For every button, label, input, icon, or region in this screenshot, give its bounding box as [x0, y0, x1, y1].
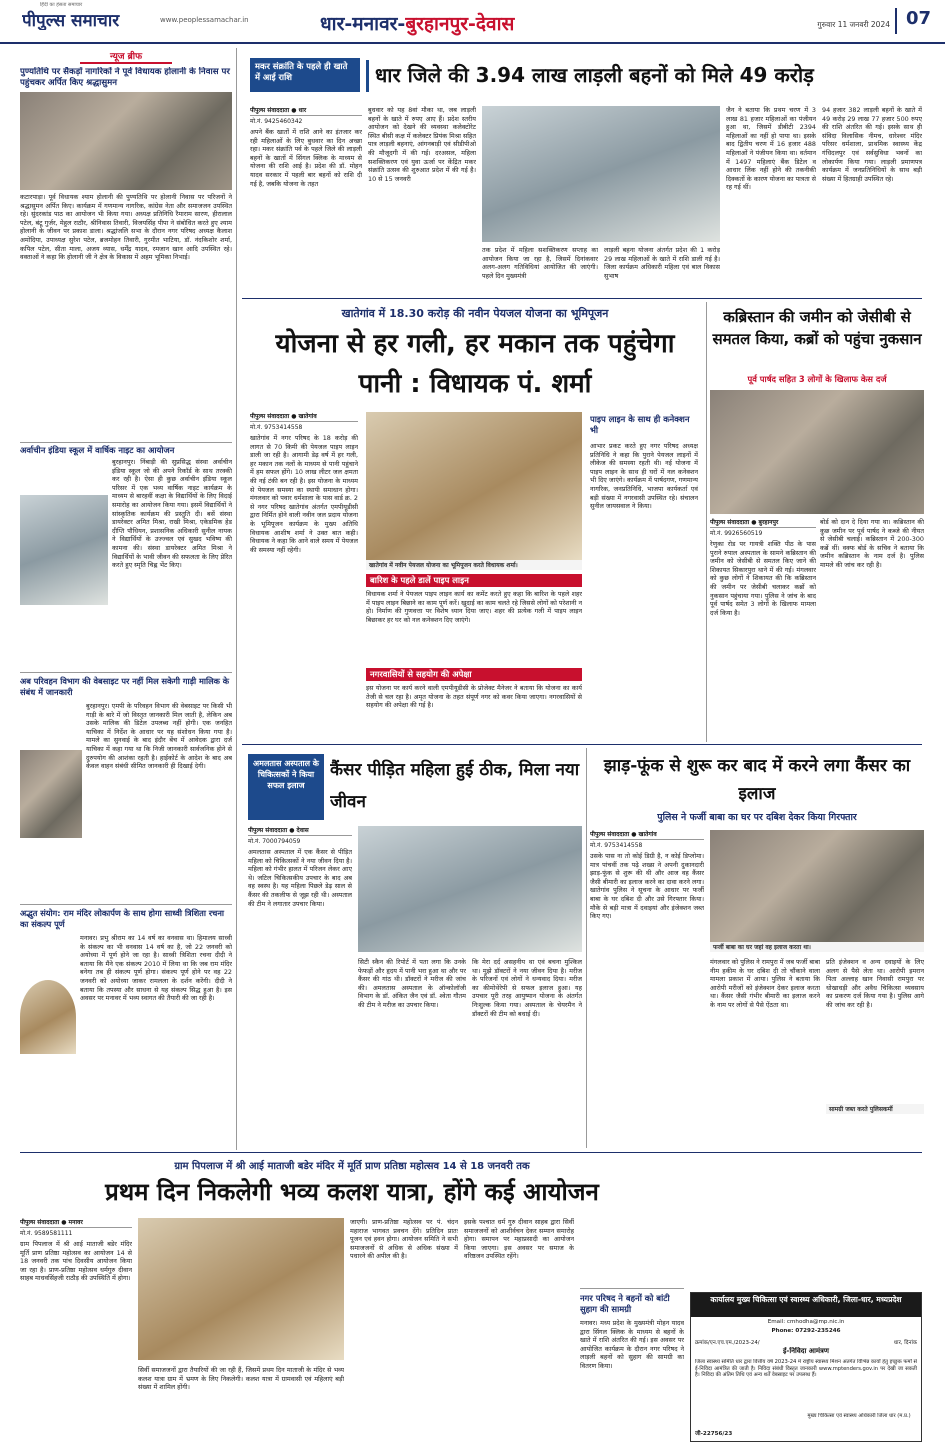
news-brief: [20, 50, 232, 1150]
temple-col-3: जाएगी। प्राण-प्रतिष्ठा महोत्सव पर पं. चंदन महाराज भागवत प्रवचन देंगे। प्रतिदिन प्रातः पूजन एवं हवन होगा। आयोजन समिति ने सभी समाजजनों से अधिक से अधिक संख्या में पधारने की अपील की है।: [350, 1218, 458, 1261]
masthead: [0, 0, 945, 44]
graveyard-story: [710, 302, 924, 742]
story-headline: धार जिले की 3.94 लाख लाड़ली बहनों को मिले 49 करोड़: [366, 60, 922, 92]
logo: पीपुल्स समाचार: [22, 11, 120, 30]
divider: [20, 904, 232, 905]
edition-a: धार-मनावर-: [320, 13, 406, 35]
tender-code: जी-22756/23: [695, 1431, 733, 1437]
divider: [706, 302, 707, 742]
brief-body-1: कटारपाड़ा। पूर्व विधायक श्याम होलानी की पुण्यतिथि पर होलानी निवास पर परिजनों ने श्रद्धासुमन अर्पित किए। कार्यक्रम में गणमान्य नागरिक, कांग्रेस नेता और समाजजन उपस्थित रहे। सुंदरकांड पाठ का आयोजन भी किया गया। अध्यक्ष प्रतिनिधि रैमाराम सारण, हीरालाल पटेल, बंटू गुर्जर, मेहुल राठौर, श्रीनिवास तिवारी, विजयसिंह पीपा ने संबोधित करते हुए श्याम होलानी के जीवन पर प्रकाश डाला। श्रद्धांजलि सभा के दौरान नगर परिषद अध्यक्ष कैलाश अमोदिया, उपाध्यक्ष सुरेश पटेल, ब्रजमोहन तिवारी, गुरमीत भाटिया, डॉ. नंदकिशोर शर्मा, कपिल पटेल, सीता माला, अजय व्यास, धर्मेंद्र यादव, रमजान खान आदि उपस्थित रहे। वक्ताओं ने कहा कि होलानी जी ने क्षेत्र के विकास में अहम भूमिका निभाई।: [20, 193, 232, 262]
water-side-body: आभार प्रकट करते हुए नगर परिषद अध्यक्ष प्रतिनिधि ने कहा कि पुराने पेयजल लाइनों में लीकेज की समस्या रहती थी। नई योजना में पाइप लाइन के साथ ही घरों में नल कनेक्शन भी दिए जाएंगे। कार्यक्रम में पार्षदगण, गणमान्य नागरिक, जनप्रतिनिधि, भाजपा कार्यकर्ता एवं बड़ी संख्या में नगरवासी उपस्थित रहे। संचालन सुनील जायसवाल ने किया।: [590, 442, 698, 511]
brief-photo-1: [20, 92, 232, 190]
cancer-kicker: अमलतास अस्पताल के चिकित्सकों ने किया सफल इलाज: [248, 754, 324, 820]
brief-headline-2: अर्वाचीन इंडिया स्कूल में वार्षिक नाइट का आयोजन: [20, 445, 175, 455]
mobile: मो.नं. 9753414558: [590, 842, 643, 849]
brief-headline-1: पुण्यतिथि पर सैकड़ों नागरिकों ने पूर्व विधायक होलानी के निवास पर पहुंचकर अर्पित किए श्रद्धासुमन: [20, 67, 230, 88]
tender-email[interactable]: Email: cmhodha@mp.nic.in: [767, 1319, 845, 1325]
divider: [20, 672, 232, 673]
byline: पीपुल्स संवाददाता ● धार: [250, 106, 362, 116]
fake-baba-caption-1: फर्जी बाबा का घर जहां वह इलाज करता था।: [710, 942, 924, 952]
tender-head: ई-निविदा आमंत्रण: [783, 1347, 829, 1355]
brief-headline-4: अद्भुत संयोग: राम मंदिर लोकार्पण के साथ होगा साध्वी त्रिशिता रचना का संकल्प पूर्ण: [20, 908, 225, 929]
divider: [242, 298, 922, 299]
brief-body-4: मनावर। प्रभु श्रीराम का 14 वर्ष का वनवास था। हिमालय साध्वी के संकल्प का भी वनवास 14 वर्ष का है, जो 22 जनवरी को अयोध्या में पूर्ण होने जा रहा है। साध्वी त्रिशिता रचना दीदी ने बताया कि मैंने एक संकल्प 2010 में लिया था कि जब राम मंदिर बनेगा तब ही संकल्प पूर्ण होगा। संकल्प पूर्ण होने पर वह 22 जनवरी को अयोध्या जाकर रामलला के दर्शन करेंगी। दीदी ने बताया कि तपस्या और साधना से यह संकल्प सिद्ध हुआ है। इस अवसर पर मनावर में भव्य स्वागत की तैयारी की जा रही है।: [80, 934, 232, 1003]
tender-notice: [690, 1292, 922, 1442]
news-brief-label: न्यूज ब्रीफ: [80, 50, 172, 64]
ladli-story: [242, 50, 922, 300]
temple-col-1: ग्राम पिपलाज में श्री आई माताजी बडेर मंदिर मूर्ति प्राण प्रतिष्ठा महोत्सव का आयोजन 14 से 18 जनवरी तक पांच दिवसीय आयोजन किया जा रहा है। प्राण-प्रतिष्ठा महोत्सव धर्मगुरु दीवान साहब माधवसिंहजी राठौड़ की उपस्थिति में होगा।: [20, 1240, 132, 1283]
story-col-3: लाड़ली बहना योजना अंतर्गत प्रदेश की 1 करोड़ 29 लाख महिलाओं के खाते में राशि डाली गई है। जिला कार्यक्रम अधिकारी महिला एवं बाल विकास सुभाष: [604, 246, 720, 280]
gifts-headline: नगर परिषद ने बहनों को बांटी सुहाग की सामग्री: [580, 1293, 670, 1314]
brief-body-3: बुरहानपुर। एमपी के परिवहन विभाग की वेबसाइट पर किसी भी गाड़ी के बारे में जो विस्तृत जानकारी मिल जाती है, लेकिन अब उसके मालिक की डिटेल उपलब्ध नहीं होगी। एक जनहित याचिका में निर्देश के आधार पर यह संशोधन किया गया है। मामले का सुनवाई के बाद इंदौर बेंच में आवेदक द्वारा दर्ज याचिका में कहा गया था कि निजी जानकारी सार्वजनिक होने से दुरुपयोग की आशंका रहती है। हाईकोर्ट के आदेश के बाद अब केवल वाहन संबंधी सीमित जानकारी ही दिखाई देगी।: [86, 702, 232, 771]
fake-baba-story: [590, 748, 924, 1148]
mobile: मो.नं. 9926560519: [710, 530, 763, 537]
brief-headline-3: अब परिवहन विभाग की वेबसाइट पर नहीं मिल सकेगी गाड़ी मालिक के संबंध में जानकारी: [20, 676, 230, 697]
brief-photo-3: [20, 750, 82, 838]
divider: [20, 442, 232, 443]
tagline: हिंदी का हंसता समाचार: [40, 2, 83, 8]
story-col-4: जैन ने बताया कि प्रथम चरण में 3 लाख 81 हजार महिलाओं का पंजीयन हुआ था, जिसमें डीबीटी 2394 महिलाओं का नहीं हो पाया था। इसके बाद द्वितीय चरण में 16 हजार 488 महिलाओं ने पंजीयन किया था। वर्तमान में 1497 महिलाएं बैंक डिटेल व आधार लिंक नहीं होने की तकनीकी दिक्कतों के कारण योजना का पात्रता से रह गई थीं।: [726, 106, 816, 192]
cancer-col-3: कि मेरा दर्द असहनीय था एवं बचना मुश्किल था। मुझे डॉक्टरों ने नया जीवन दिया है। मरीज के परिजनों एवं लोगों ने धन्यवाद दिया। मरीज का कीमोथेरेपी से सफल इलाज हुआ। यह उपचार पूरी तरह आयुष्मान योजना के अंतर्गत निःशुल्क किया गया। अस्पताल के चेयरमैन ने डॉक्टरों की टीम को बधाई दी।: [472, 958, 582, 1018]
water-sub-1-body: विधायक शर्मा ने पेयजल पाइप लाइन कार्य का कमेंट करते हुए कहा कि बारिश के पहले शहर में पाइप लाइन बिछाने का काम पूर्ण करें। खुदाई का काम चलते रहे जिससे लोगों को परेशानी न हो। निर्माण की गुणवत्ता पर विशेष ध्यान दिया जाए। शहर की प्रत्येक गली में पाइप लाइन बिछाकर हर घर को नल कनेक्शन दिए जाएंगे।: [366, 590, 582, 624]
graveyard-headline: कब्रिस्तान की जमीन को जेसीबी से समतल किया, कब्रों को पहुंचा नुकसान: [712, 308, 922, 348]
temple-col-4: इसके पश्चात धर्म गुरु दीवान साहब द्वारा सिर्वी समाजजनों को आशीर्वचन देकर सम्मान समारोह होगा। समापन पर महाप्रसादी का आयोजन किया जाएगा। इस अवसर पर समाज के वरिष्ठजन उपस्थित रहेंगे।: [464, 1218, 574, 1261]
byline: पीपुल्स संवाददाता ● खातेगांव: [590, 830, 704, 840]
tender-body: जिला स्वास्थ्य समिति धार द्वारा वित्तीय वर्ष 2023-24 में राष्ट्रीय स्वास्थ्य मिशन अंतर्गत विभिन्न कार्यों हेतु इच्छुक फर्मों से ई-निविदा आमंत्रित की जाती है। निविदा संबंधी विस्तृत जानकारी www.mptenders.gov.in पर देखी जा सकती है। निविदा की अंतिम तिथि एवं अन्य शर्तें वेबसाइट पर उपलब्ध हैं।: [695, 1359, 917, 1379]
byline: पीपुल्स संवाददाता ● खातेगांव: [250, 412, 358, 422]
site-url[interactable]: www.peoplessamachar.in: [160, 16, 249, 24]
brief-photo-4: [20, 980, 76, 1054]
mobile: मो.नं. 9425460342: [250, 118, 303, 125]
water-kicker: खातेगांव में 18.30 करोड़ की नवीन पेयजल योजना का भूमिपूजन: [341, 307, 609, 320]
edition-title: [320, 10, 670, 36]
temple-story: [20, 1156, 684, 1442]
water-sub-1: बारिश के पहले डालें पाइप लाइन: [366, 574, 582, 587]
byline: पीपुल्स संवाददाता ● मनावर: [20, 1218, 132, 1228]
gifts-body: मनावर। मध्य प्रदेश के मुख्यमंत्री मोहन यादव द्वारा सिंगल क्लिक के माध्यम से बहनों के खाते में राशि अंतरित की गई। इस अवसर पर आयोजित कार्यक्रम के दौरान नगर परिषद ने लाड़ली बहनों को सुहाग की सामग्री का वितरण किया।: [580, 1319, 684, 1370]
fake-baba-body-3: प्रति इंजेक्शन व अन्य दवाइयों के लिए अलग से पैसे लेता था। आरोपी इमरान पिता अल्लाह खान निवासी रामपुरा पर धोखाधड़ी और अवैध चिकित्सा व्यवसाय का प्रकरण दर्ज किया गया है। पुलिस आगे की जांच कर रही है।: [826, 958, 924, 1009]
mobile: मो.नं. 9589581111: [20, 1230, 73, 1237]
temple-photo: [138, 1218, 344, 1360]
story-caption-text: तक प्रदेश में महिला सशक्तिकरण सप्ताह का आयोजन किया जा रहा है, जिसमें दिनांकवार अलग-अलग गतिविधियां आयोजित की जाएंगी। पहले दिन मुख्यमंत्री: [482, 246, 598, 280]
gifts-box: [580, 1288, 684, 1438]
water-caption: खातेगांव में नवीन पेयजल योजना का भूमिपूजन करते विधायक शर्मा।: [366, 560, 582, 570]
fake-baba-sub: पुलिस ने फर्जी बाबा का घर पर दबिश देकर किया गिरफ्तार: [657, 812, 857, 823]
cancer-col-1: अमलतास अस्पताल में एक कैंसर से पीड़ित महिला को चिकित्सकों ने नया जीवन दिया है। महिला को गंभीर हालत में परिजन लेकर आए थे। जटिल चिकित्सकीय उपचार के बाद अब वह स्वस्थ है। यह महिला पिछले डेढ़ साल से कैंसर की तकलीफ से जूझ रही थी। अस्पताल की टीम ने लगातार उपचार किया।: [248, 848, 352, 908]
story-col-1: अपने बैंक खातों में राशि आने का इंतजार कर रही महिलाओं के लिए बुधवार का दिन अच्छा रहा। मकर संक्रांति पर्व के पहले जिले की लाड़ली बहनों के खातों में सिंगल क्लिक के माध्यम से योजना की राशि आई है। प्रदेश की डॉ. मोहन यादव सरकार में पहली बार बहनों को राशि दी गई है, जबकि योजना के तहत: [250, 128, 362, 188]
fake-baba-photo-1: [710, 830, 924, 942]
fake-baba-body-1: उसके पास ना तो कोई डिग्री है, न कोई डिप्लोमा। मात्र पांचवीं तक पढ़े शख्स ने अपनी दुकानदारी झाड़-फूंक से शुरू की थी और आज वह कैंसर जैसी बीमारी का इलाज करने का दावा करने लगा। खातेगांव पुलिस ने सूचना के आधार पर फर्जी बाबा के घर दबिश दी और उसे गिरफ्तार किया। मौके से बड़ी मात्रा में दवाइयां और इंजेक्शन जब्त किए गए।: [590, 852, 704, 921]
graveyard-photo: [710, 390, 924, 514]
graveyard-body-2: बोर्ड को दान दे दिया गया था। कब्रिस्तान की कुछ जमीन पर पूर्व पार्षद ने कब्जे की नीयत से जेसीबी चलाई। कब्रिस्तान में 200-300 कब्रें थीं। वक्फ बोर्ड के सचिव ने बताया कि जमीन कब्रिस्तान के नाम दर्ज है। पुलिस मामले की जांच कर रही है।: [820, 518, 924, 569]
water-sub-2: नगरवासियों से सहयोग की अपेक्षा: [366, 668, 582, 681]
tender-ref: क्रमांक/एन.एच.एम./2023-24/: [695, 1340, 760, 1346]
mobile: मो.नं. 7000794059: [248, 838, 301, 845]
mobile: मो.नं. 9753414558: [250, 424, 303, 431]
water-story: [242, 302, 702, 742]
divider: [586, 748, 587, 1148]
divider: [236, 48, 237, 1150]
temple-col-2: सिर्वी समाजजनों द्वारा तैयारियों की जा रही हैं, जिसमें प्रथम दिन माताजी के मंदिर से भव्य कलश यात्रा ग्राम में भ्रमण के लिए निकलेगी। कलश यात्रा में ग्रामवासी एवं महिलाएं बड़ी संख्या में शामिल होंगी।: [138, 1366, 344, 1392]
temple-kicker: ग्राम पिपलाज में श्री आई माताजी बडेर मंदिर में मूर्ति प्राण प्रतिष्ठा महोत्सव 14 से 18 जनवरी तक: [174, 1161, 530, 1172]
water-body: खातेगांव में नगर परिषद के 18 करोड़ की लागत से 70 किमी की पेयजल पाइप लाइन डाली जा रही है। आगामी डेढ़ वर्ष में हर गली, हर मकान तक नलों के माध्यम से पानी पहुंचाने में हम सफल होंगे। 10 लाख लीटर जल क्षमता की नई टंकी बन रही है। इस योजना के माध्यम से पेयजल समस्या का स्थायी समाधान होगा। मंगलवार को पवार धर्मशाला के पास वार्ड क्र. 2 से नगर परिषद खातेगांव अंतर्गत एमपीयूडीसी द्वारा निर्मित होने वाली नवीन जल प्रदाय योजना के भूमिपूजन कार्यक्रम के मुख्य अतिथि विधायक आशीष शर्मा ने उक्त बात कही। विधायक ने कहा कि आने वाले समय में पेयजल की समस्या नहीं रहेगी।: [250, 434, 358, 554]
cancer-photo: [358, 826, 582, 952]
graveyard-body-1: रेणुका रोड पर गायत्री शक्ति पीठ के पास पुराने रुपाल अस्पताल के सामने कब्रिस्तान की जमीन को जेसीबी से समतल किए जाने की शिकायत सिकारपुरा थाने में की गई। मंगलवार को कुछ लोगों ने शिकायत की कि कब्रिस्तान की जमीन पर जेसीबी चलाकर कब्रों को नुकसान पहुंचाया गया। पुलिस ने जांच के बाद पूर्व पार्षद समेत 3 लोगों के खिलाफ मामला दर्ज किया है।: [710, 540, 816, 617]
cancer-headline: कैंसर पीड़ित महिला हुई ठीक, मिला नया जीवन: [330, 760, 580, 812]
edition-b: बुरहानपुर-देवास: [405, 13, 515, 35]
byline: पीपुल्स संवाददाता ● देवास: [248, 826, 352, 836]
fake-baba-caption-2: सामग्री जब्त करते पुलिसकर्मी: [826, 1104, 924, 1114]
story-col-2: बुधवार को यह 8वां मौका था, जब लाड़ली बहनों के खाते में रुपए आए हैं। प्रदेश स्तरीय आयोजन को देखने की व्यवस्था कलेक्टोरेट स्थित बीसी कक्ष में कलेक्टर प्रियंक मिश्रा सहित पात्र लाड़ली बहनाएं, आंगनबाड़ी एवं सीडीपीओ की मौजूदगी में की गई। दरअसल, महिला सशक्तिकरण एवं युवा ऊर्जा पर केंद्रित मकर संक्रांति उत्सव की शुरुआत प्रदेश में की गई है। 10 से 15 जनवरी: [368, 106, 476, 183]
fake-baba-headline: झाड़-फूंक से शुरू कर बाद में करने लगा कैंसर का इलाज: [603, 756, 911, 804]
water-headline: योजना से हर गली, हर मकान तक पहुंचेगा पानी : विधायक पं. शर्मा: [275, 329, 675, 399]
story-col-5: 94 हजार 382 लाड़ली बहनों के खाते में 49 करोड़ 29 लाख 77 हजार 500 रुपए की राशि अंतरित की गई। इसके साथ ही संविदा विलासिक नीमच, धारेश्वर मंदिर परिसर धर्मशाला, प्राथमिक स्वास्थ्य केंद्र गंधिदलपुर एवं सर्वसुविधा भवनों का लोकार्पण किया गया। लाड़ली प्रमाणपत्र कार्यक्रम में जनप्रतिनिधियों के साथ बड़ी संख्या में हितग्राही उपस्थित रहे।: [822, 106, 922, 183]
tender-date: धार, दिनांक: [893, 1340, 917, 1346]
story-kicker: मकर संक्रांति के पहले ही खाते में आई राशि: [250, 58, 360, 92]
temple-headline: प्रथम दिन निकलेगी भव्य कलश यात्रा, होंगे कई आयोजन: [105, 1178, 599, 1206]
tender-title: कार्यालय मुख्य चिकित्सा एवं स्वास्थ्य अधिकारी, जिला-धार, मध्यप्रदेश: [691, 1293, 921, 1317]
divider: [20, 1152, 922, 1153]
divider: [242, 744, 922, 745]
tender-sign: मुख्य चिकित्सा एवं स्वास्थ्य अधिकारी जिला धार (म.प्र.): [807, 1413, 911, 1419]
fake-baba-body-2: मंगलवार को पुलिस ने रामपुरा में जब फर्जी बाबा नीम हकीम के घर दबिश दी तो चौंकाने वाला मामला प्रकाश में आया। पुलिस ने बताया कि आरोपी मरीजों को इंजेक्शन देकर इलाज करता था। कैंसर जैसी गंभीर बीमारी का इलाज करने के नाम पर लोगों से पैसे ऐंठता था।: [710, 958, 820, 1009]
water-sub-2-body: इस योजना पर कार्य करने वाली एमपीयूडीसी के प्रोजेक्ट मैनेजर ने बताया कि योजना का कार्य तेजी से चल रहा है। अमृत योजना के तहत संपूर्ण नगर को कवर किया जाएगा। नगरवासियों से सहयोग की अपेक्षा की गई है।: [366, 684, 582, 710]
byline: पीपुल्स संवाददाता ● बुरहानपुर: [710, 518, 816, 528]
cancer-story: [242, 748, 582, 1148]
cancer-col-2: सिटी स्कैन की रिपोर्ट में पता लगा कि उनके फेफड़ों और हृदय में पानी भरा हुआ था और पर कैंसर की गांठ थी। डॉक्टरों ने मरीज की जांच की। अमलतास अस्पताल के ऑन्कोलॉजी विभाग के डॉ. अंकित जैन एवं डॉ. श्वेता गौतम की टीम ने मरीज का उपचार किया।: [358, 958, 466, 1009]
page-number: 07: [895, 8, 940, 34]
story-photo: [482, 106, 720, 242]
tender-phone: Phone: 07292-235246: [771, 1328, 841, 1334]
date: गुरुवार 11 जनवरी 2024: [817, 20, 890, 29]
brief-body-2: बुरहानपुर। निंबाड़ी की सुप्रसिद्ध संस्था अर्वाचीन इंडिया स्कूल जो की अपने रिकॉर्ड के साथ तरक्की कर रही है। ऐसा ही कुछ अर्वाचीन इंडिया स्कूल परिसर में एक भव्य वार्षिक नाइट कार्यक्रम के माध्यम से बारहवीं कक्षा के विद्यार्थियों के लिए विदाई समारोह का आयोजन किया गया। इसमें विद्यार्थियों ने सांस्कृतिक कार्यक्रम की प्रस्तुति दी। बसें संस्था डायरेक्टर अमित मिश्रा, राखी मिश्रा, एकेडमिक हेड दीप्ति पौधियन, प्रशासनिक अधिकारी सुनील नायक ने विद्यार्थियों के उज्ज्वल एवं सुखद भविष्य की कामना की। संस्था डायरेक्टर अमित मिश्रा ने विद्यार्थियों के भावी जीवन की सफलता के लिए प्रेरित करते हुए स्मृति चिह्न भेंट किए।: [112, 458, 232, 570]
water-photo: [366, 412, 582, 560]
graveyard-sub: पूर्व पार्षद सहित 3 लोगों के खिलाफ केस दर्ज: [747, 374, 887, 384]
water-side-head: पाइप लाइन के साथ ही कनेक्शन भी: [590, 414, 690, 435]
